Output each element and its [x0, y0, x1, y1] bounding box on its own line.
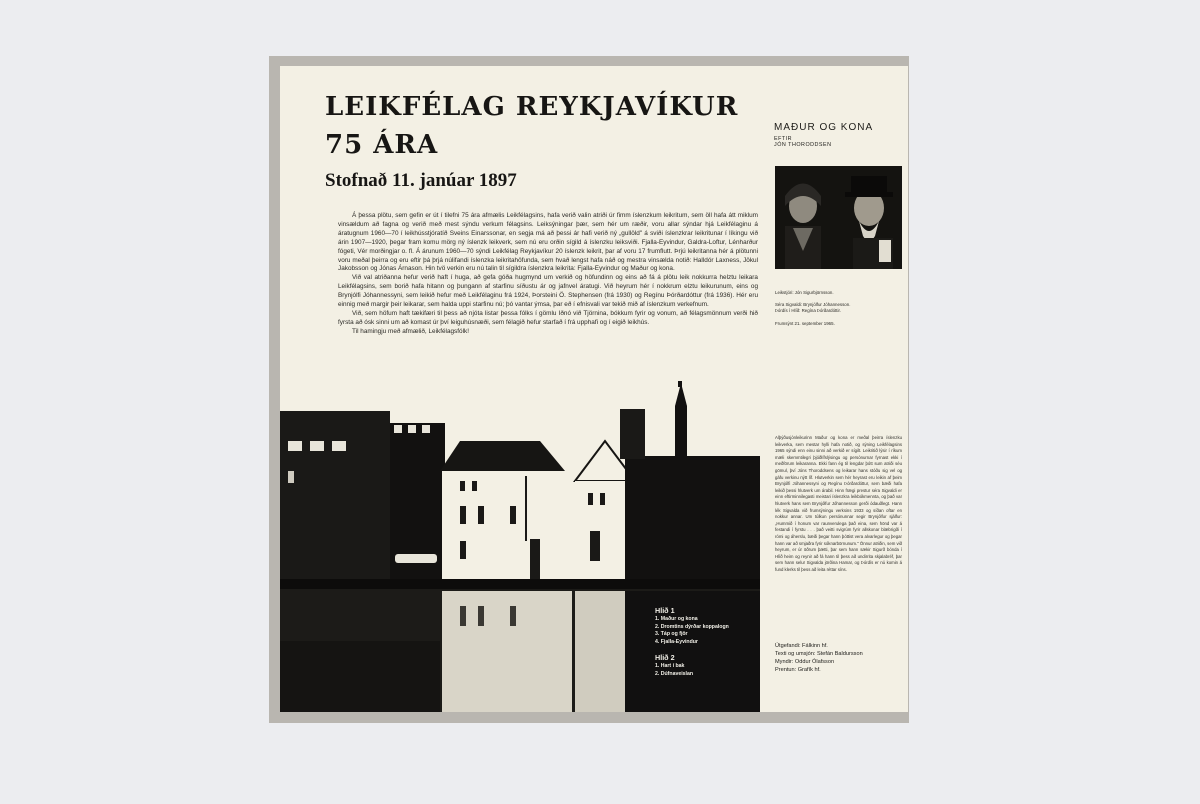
liner-paragraph: Á þessa plötu, sem gefin er út í tilefni 75 ára afmælis Leikfélagsins, hafa verið valin atriði úr fimm íslenzkum leikritum, sem öll hafa átt miklum vinsældum að fagna og verið með mest sýndu verkum félagsins. Leiksýningar þær, sem hér um ræðir, voru allar sýndar hjá Leikfélaginu á áratugnum 1960—70 í leikhússtjóratíð Sveins Einarssonar, en segja má að þessi ár hafi verið ný „gullöld" á sviði íslenzkrar leikritunar í líkingu við árin 1907—1920, þegar fram komu mörg ný íslenzk leikverk, sem nú eru orðin sígild á íslenzku leiksviði. Fjalla-Eyvindur, Galdra-Loftur, Lénharður fógeti, Vér morðingjar o. fl. Á árunum 1960—70 sýndi Leikfélag Reykjavíkur 20 íslenzk leikrit, þar af voru 17 frumflutt. Þrjú leikritanna hér á plötunni voru meðal þeirra og eru eftir þá þrjá núlifandi íslenzka leikritahöfunda, sem hvað lengst hafa náð og mestra vinsælda notið: Halldór Laxness, Jökul Jakobsson og Jónas Árnason. Hin tvö verkin eru nú talin til sígildra íslenzkra leikrita: Fjalla-Eyvindur og Maður og kona. — [338, 212, 758, 273]
printing-credit: Prentun: Grafík hf. — [775, 666, 821, 673]
founding-date: Stofnað 11. janúar 1897 — [325, 170, 517, 191]
director-credit: Leikstjóri: Jón Sigurbjörnsson. — [775, 290, 834, 295]
play-title: MAÐUR OG KONA — [774, 122, 874, 133]
tracklist — [655, 606, 729, 679]
side-1-label: Hlið 1 — [655, 606, 675, 615]
liner-paragraph: Við val atriðanna hefur verið haft í huga, að gefa góða hugmynd um verkið og höfundinn og eins að fá á plötu leik nokkurra helztu leikara Leikfélagsins, sem borið hafa hitann og þungann af starfinu síðustu ár og jafnvel áratugi. Við heyrum hér í nokkrum elztu leikurunum, eins og Brynjólfi Jóhannessyni, sem leikið hefur með Leikfélaginu frá 1924, Þorsteini Ö. Stephensen (frá 1930) og Regínu Þórðardóttur (frá 1936). Hér eru einnig með margir þeir leikarar, sem halda uppi starfinu nú; þó vantar ýmsa, þar eð í efnisvali var tekið mið af íslenzkum verkefnum. — [338, 274, 758, 309]
track-item: 1. Maður og kona — [655, 616, 698, 622]
track-item: 4. Fjalla-Eyvindur — [655, 638, 698, 645]
cast-member: Þórdís í Hlíð: Regína Þórðardóttir. — [775, 308, 841, 314]
track-item: 2. Dúfnaveislan — [655, 670, 694, 677]
cast-member: Séra Sigvaldi: Brynjólfur Jóhannesson. — [775, 302, 851, 308]
liner-paragraph: Við, sem höfum haft tækifæri til þess að njóta listar þessa fólks í gömlu Iðnó við Tjörnina, bókkum fyrir og vonum, að félagsmönnum verði hið fyrsta að ósk sinni um að komast úr því leiguhúsnæði, sem félagið hefur starfað í frá upphafi og í eigið leikhús. — [338, 309, 758, 326]
album-title-anniversary: 75 ÁRA — [325, 130, 439, 160]
actors-portrait — [775, 166, 902, 269]
play-author — [774, 136, 832, 149]
sign-off: Til hamingju með afmælið, Leikfélagsfólk! — [352, 327, 469, 335]
track-item: 1. Hart í bak — [655, 663, 685, 670]
photos-credit: Myndir: Oddur Ólafsson — [775, 658, 835, 665]
album-title: LEIKFÉLAG REYKJAVÍKUR — [325, 92, 739, 122]
premiere-date: Frumsýnt 21. september 1965. — [775, 320, 835, 326]
side-2-label: Hlið 2 — [655, 653, 675, 663]
liner-notes — [338, 212, 758, 337]
eftir-label: EFTIR — [774, 136, 793, 142]
feature-commentary: Alþýðusjónleikurinn Maður og kona er meðal þeirra íslenzku leikverka, sem mestar hylli hafa notið, og sýning Leikfélagsins 1965 sýndi enn einu sinni að verkið er sígilt. Leikritið lýsir í ríkum mæli skemmtilegri þjóðlífslýsingu og persónurnar fyrnast ekki í meðförum leikaranna. Ekki fann ég til lengdar þótt sum atriði séu gömul, því Jóns Thoroddsens og leikarar hans stóðu sig vel og gáfu verkinu nýtt líf. Hlutverkin sem hér heyrast eru leikin af þeim Brynjólfi Jóhannessyni og Regínu Þórðardóttur, sem bæði hafa leikið þessi hlutverk um árabil. Hinn frægi prestur séra Sigvaldi er einn eftirminnilegasti meistari íslenzkra leikbókmennta, og það var hlutverk hans sem Brynjólfur Jóhannesson gerði ódauðlegt. Hann lék Sigvalda við frumsýningu verksins 1933 og síðan oftar en nokkur annar. Um túlkun persónunnar segir Brynjólfur sjálfur: „Hummið í honum var raunverulega það eina, sem hönd var á festandi í fyrstu . . . það veitti svigrúm fyrir allskonar blæbrigði í rómi og áherslu, bæði þegar hann þóttist vera alvarlegur og þegar hann var að smjaðra fyrir sóknarbörnunum." Önnur atriðin, sem við heyrum, er úr öðrum þætti, þar sem hann sækir Sigurð bónda í Hlíð heim og reynir að fá hann til þess að undirrita skjalabréf, þar sem hann selur Sigvalda jörðina Hamar, og Þórdís er nú komin á fund klerks til þess að leita réttar síns. — [775, 435, 902, 572]
production-credits — [775, 643, 902, 675]
track-item: 2. Dromtins dýrðar koppalogn — [655, 623, 729, 630]
track-item: 3. Táp og fjör — [655, 631, 688, 638]
publisher-credit: Útgefandi: Fálkinn hf. — [775, 643, 828, 649]
editor-credit: Texti og umsjón: Stefán Baldursson — [775, 650, 863, 657]
album-back-cover — [280, 66, 908, 712]
author-name: JÓN THORODDSEN — [774, 142, 832, 149]
cast-list — [775, 290, 901, 327]
